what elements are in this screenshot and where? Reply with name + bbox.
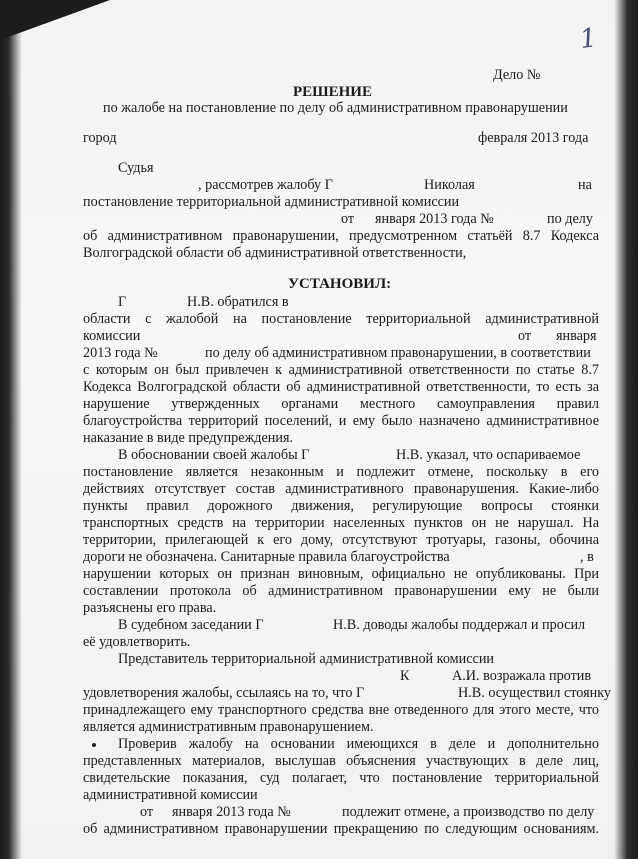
city-label: город (83, 130, 117, 146)
body-text: , в (580, 549, 594, 565)
body-text: территории, прилегающей к его дому, отсутствуют тротуары, газоны, обочина (83, 532, 599, 548)
decision-date: февраля 2013 года (478, 130, 589, 146)
body-text: нарушении которых он признан виновным, официально не опубликованы. При (83, 566, 599, 582)
body-text: пункты правил дорожного движения, регулирующие вопросы стоянки (83, 498, 599, 514)
body-text: нарушение утвержденных органами местного самоуправления правил (83, 396, 599, 412)
body-text: благоустройства территорий поселений, и ему было назначено административное (83, 413, 599, 429)
intro-text: об административном правонарушении, предусмотренном статьёй 8.7 Кодекса (83, 228, 599, 244)
document-subtitle: по жалобе на постановление по делу об административном правонарушении (103, 100, 568, 116)
body-text: административной комиссии (83, 787, 258, 803)
body-text: Н.В. доводы жалобы поддержал и просил (333, 617, 586, 633)
body-text: Кодекса Волгоградской области об административной ответственности, то есть за (83, 379, 599, 395)
body-text: об административном правонарушении прекращению по следующим основаниям. (83, 821, 599, 837)
section-heading: УСТАНОВИЛ: (288, 276, 392, 292)
body-text: В судебном заседании Г (118, 617, 264, 633)
body-text: 2013 года № (83, 345, 158, 361)
scan-corner (0, 0, 110, 40)
scan-edge-right (614, 0, 638, 859)
body-text: подлежит отмене, а производство по делу (342, 804, 595, 820)
body-text: принадлежащего ему транспортного средства вне отведенного для этого месте, что (83, 702, 599, 718)
intro-text: от (341, 211, 355, 227)
body-text: января 2013 года № (172, 804, 291, 820)
body-text: Н.В. осуществил стоянку (458, 685, 612, 701)
body-text: постановление является незаконным и подлежит отмене, поскольку в его (83, 464, 599, 480)
body-text: января (556, 328, 597, 344)
intro-text: на (578, 177, 592, 193)
body-text: Представитель территориальной административной комиссии (118, 651, 495, 667)
intro-text: Николая (424, 177, 475, 193)
body-text: по делу об административном правонарушении, в соответствии (205, 345, 591, 361)
body-text: удовлетворения жалобы, ссылаясь на то, что Г (83, 685, 365, 701)
intro-text: , рассмотрев жалобу Г (198, 177, 333, 193)
body-text: В обосновании своей жалобы Г (118, 447, 310, 463)
body-text: действиях отсутствует состав административного правонарушения. Какие-либо (83, 481, 599, 497)
body-text: комиссии (83, 328, 141, 344)
body-text: А.И. возражала против (452, 668, 592, 684)
intro-text: Волгоградской области об административной ответственности, (83, 245, 467, 261)
body-text: представленных материалов, выслушав объяснения участвующих в деле лиц, (83, 753, 599, 769)
body-text: разъяснены его права. (83, 600, 217, 616)
body-text: области с жалобой на постановление территориальной административной (83, 311, 599, 327)
body-text: свидетельские показания, суд полагает, что постановление территориальной (83, 770, 599, 786)
body-text: составлении протокола об административном правонарушении ему не были (83, 583, 599, 599)
intro-text: постановление территориальной административной комиссии (83, 194, 460, 210)
body-text: транспортных средств на территории населенных пунктов он не нарушал. На (83, 515, 599, 531)
body-text: от (518, 328, 532, 344)
body-text: от (140, 804, 154, 820)
body-text: К (400, 668, 410, 684)
body-text: дороги не обозначена. Санитарные правила благоустройства (83, 549, 450, 565)
body-text: является административным правонарушением. (83, 719, 374, 735)
body-text: Н.В. обратился в (187, 294, 289, 310)
body-text: её удовлетворить. (83, 634, 191, 650)
intro-text: января 2013 года № (375, 211, 494, 227)
scan-edge-left (0, 0, 22, 859)
scan-speck (92, 743, 96, 747)
document-title: РЕШЕНИЕ (293, 84, 372, 100)
handwritten-page-number: 1 (577, 22, 599, 56)
body-text: с которым он был привлечен к административной ответственности по статье 8.7 (83, 362, 599, 378)
intro-judge: Судья (118, 160, 154, 176)
case-number-label: Дело № (493, 67, 541, 83)
intro-text: по делу (547, 211, 593, 227)
body-text: Г (118, 294, 127, 310)
body-text: Проверив жалобу на основании имеющихся в деле и дополнительно (118, 736, 599, 752)
body-text: наказание в виде предупреждения. (83, 430, 294, 446)
body-text: Н.В. указал, что оспариваемое (396, 447, 581, 463)
